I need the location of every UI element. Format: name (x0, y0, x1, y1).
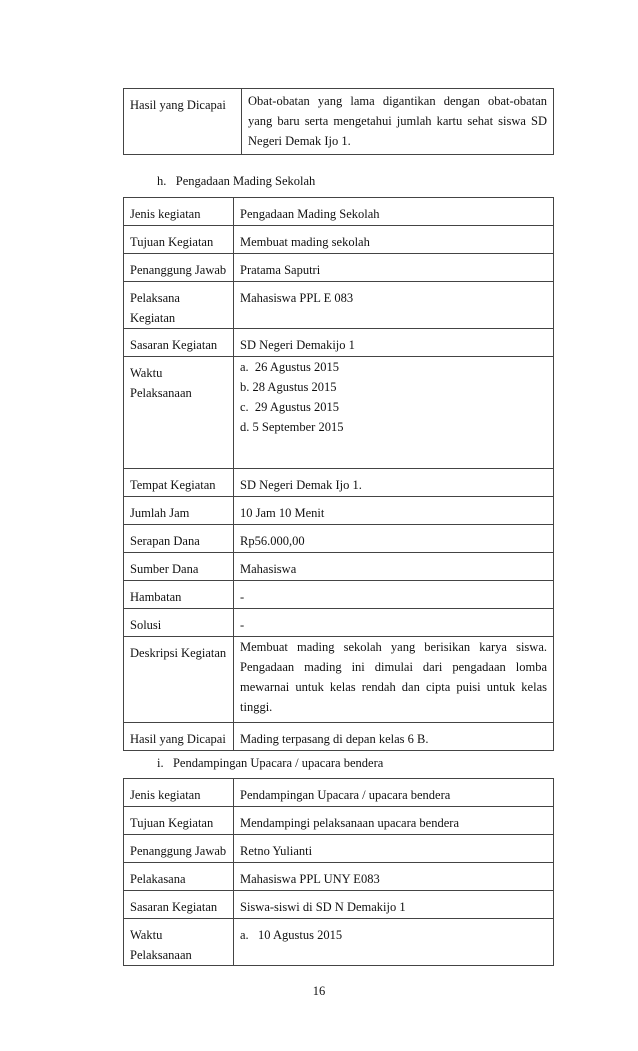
row-label: Hambatan (124, 581, 234, 609)
table-row (124, 807, 554, 835)
row-label: Hasil yang Dicapai (124, 723, 234, 751)
row-value: Mading terpasang di depan kelas 6 B. (234, 723, 554, 751)
row-value: Retno Yulianti (234, 835, 554, 863)
table-top (123, 88, 554, 155)
table-row (124, 723, 554, 751)
row-value: Obat-obatan yang lama digantikan dengan obat-obatan yang baru serta mengetahui jumlah kartu sehat siswa SD Negeri Demak Ijo 1. (242, 89, 554, 155)
table-row (124, 609, 554, 637)
table-row (124, 282, 554, 329)
row-label: Pelakasana (124, 863, 234, 891)
list-item: c. 29 Agustus 2015 (240, 400, 339, 414)
row-value: Siswa-siswi di SD N Demakijo 1 (234, 891, 554, 919)
row-label: Hasil yang Dicapai (124, 89, 242, 155)
row-label: Jenis kegiatan (124, 198, 234, 226)
table-row (124, 198, 554, 226)
row-value: Mahasiswa (234, 553, 554, 581)
table-row (124, 329, 554, 357)
row-label: Waktu Pelaksanaan (124, 919, 234, 966)
row-value: Membuat mading sekolah (234, 226, 554, 254)
row-value: Pendampingan Upacara / upacara bendera (234, 779, 554, 807)
section-i-heading: i. Pendampingan Upacara / upacara bendera (157, 756, 384, 770)
row-label: Tujuan Kegiatan (124, 807, 234, 835)
table-row (124, 226, 554, 254)
table-row (124, 254, 554, 282)
row-value: 10 Jam 10 Menit (234, 497, 554, 525)
row-label: Sasaran Kegiatan (124, 329, 234, 357)
row-value: Pratama Saputri (234, 254, 554, 282)
page-number: 16 (312, 984, 326, 998)
table-row (124, 89, 554, 155)
row-label: Penanggung Jawab (124, 835, 234, 863)
row-label: Jenis kegiatan (124, 779, 234, 807)
row-value: Rp56.000,00 (234, 525, 554, 553)
row-value: - (234, 581, 554, 609)
row-label: Jumlah Jam (124, 497, 234, 525)
table-section-h (123, 197, 554, 751)
section-h-heading: h. Pengadaan Mading Sekolah (157, 174, 316, 188)
row-value: SD Negeri Demak Ijo 1. (234, 469, 554, 497)
table-row (124, 919, 554, 966)
row-value: Pengadaan Mading Sekolah (234, 198, 554, 226)
row-value: SD Negeri Demakijo 1 (234, 329, 554, 357)
row-value-list (234, 357, 554, 469)
table-row (124, 863, 554, 891)
table-row (124, 469, 554, 497)
table-row (124, 553, 554, 581)
table-row (124, 637, 554, 723)
row-label: Tempat Kegiatan (124, 469, 234, 497)
table-row (124, 357, 554, 469)
list-item: a. 26 Agustus 2015 (240, 360, 339, 374)
row-value: Mahasiswa PPL E 083 (234, 282, 554, 329)
row-label: Penanggung Jawab (124, 254, 234, 282)
row-label: Waktu Pelaksanaan (124, 357, 234, 469)
row-value: Mahasiswa PPL UNY E083 (234, 863, 554, 891)
list-item: d. 5 September 2015 (240, 420, 344, 434)
row-label: Sasaran Kegiatan (124, 891, 234, 919)
row-label: Sumber Dana (124, 553, 234, 581)
table-row (124, 525, 554, 553)
row-label: Deskripsi Kegiatan (124, 637, 234, 723)
table-row (124, 581, 554, 609)
table-section-i (123, 778, 554, 966)
table-row (124, 891, 554, 919)
list-item: b. 28 Agustus 2015 (240, 380, 337, 394)
row-value: a. 10 Agustus 2015 (234, 919, 554, 966)
table-row (124, 497, 554, 525)
row-value: - (234, 609, 554, 637)
row-label: Tujuan Kegiatan (124, 226, 234, 254)
row-value: Membuat mading sekolah yang berisikan karya siswa. Pengadaan mading ini dimulai dari pengadaan lomba mewarnai untuk kelas rendah dan cipta puisi untuk kelas tinggi. (234, 637, 554, 723)
row-label: Solusi (124, 609, 234, 637)
row-value: Mendampingi pelaksanaan upacara bendera (234, 807, 554, 835)
row-label: Serapan Dana (124, 525, 234, 553)
row-label: Pelaksana Kegiatan (124, 282, 234, 329)
table-row (124, 779, 554, 807)
table-row (124, 835, 554, 863)
